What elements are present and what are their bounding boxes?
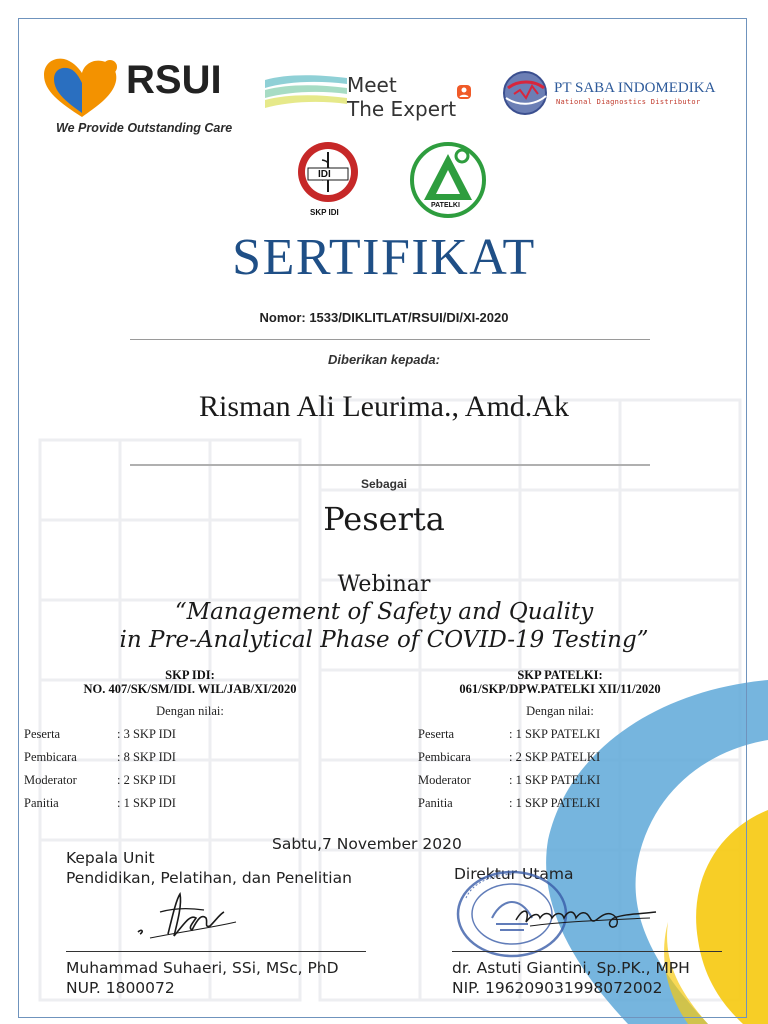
skp-patelki-value-label: Dengan nilai: [526, 704, 594, 718]
skp-patelki-heading: SKP PATELKI: [517, 668, 603, 682]
skp-patelki-number: 061/SKP/DPW.PATELKI XII/11/2020 [459, 682, 661, 696]
meet-the-expert-person-icon [456, 84, 472, 100]
event-topic-line1: “Management of Safety and Quality [174, 599, 594, 625]
recipient-name: Risman Ali Leurima., Amd.Ak [199, 390, 569, 423]
skp-idi-row-role: Peserta [24, 727, 61, 741]
skp-patelki-row-role: Pembicara [418, 750, 471, 764]
meet-the-expert-waves-icon [265, 70, 347, 116]
saba-logo-subtitle: National Diagnostics Distributor [556, 98, 701, 106]
rsui-tagline: We Provide Outstanding Care [56, 121, 233, 135]
left-signatory-id: NUP. 1800072 [66, 979, 175, 997]
left-signatory-name: Muhammad Suhaeri, SSi, MSc, PhD [66, 959, 339, 977]
rsui-logo-text: RSUI [126, 58, 222, 102]
right-signatory-title: Direktur Utama [454, 865, 574, 883]
meet-the-expert-line1: Meet [347, 73, 397, 97]
skp-idi-row-value: : 1 SKP IDI [117, 796, 176, 810]
saba-logo-text: PT SABA INDOMEDIKA [554, 80, 716, 96]
divider-name [130, 464, 650, 466]
event-type: Webinar [337, 572, 431, 597]
patelki-logo-label: PATELKI [431, 202, 460, 209]
idi-logo-mark: IDI [318, 169, 331, 180]
skp-patelki-row-value: : 1 SKP PATELKI [509, 773, 601, 787]
left-signatory-title-line1: Kepala Unit [66, 849, 155, 867]
left-signature-image [130, 888, 240, 944]
left-signature-line [66, 951, 366, 952]
recipient-role: Peserta [323, 500, 445, 538]
skp-idi-heading: SKP IDI: [165, 668, 215, 682]
saba-globe-logo-icon [500, 70, 550, 116]
skp-idi-row-value: : 2 SKP IDI [117, 773, 176, 787]
skp-idi-number: NO. 407/SK/SM/IDI. WIL/JAB/XI/2020 [83, 682, 297, 696]
right-signature-image [510, 896, 660, 936]
divider-top [130, 339, 650, 340]
meet-the-expert-line2: The Expert [347, 97, 457, 121]
skp-idi-row-value: : 8 SKP IDI [117, 750, 176, 764]
skp-patelki-row-role: Panitia [418, 796, 453, 810]
skp-patelki-row-value: : 1 SKP PATELKI [509, 796, 601, 810]
as-label: Sebagai [360, 477, 408, 491]
skp-idi-row-role: Moderator [24, 773, 77, 787]
skp-patelki-row-role: Peserta [418, 727, 455, 741]
idi-logo-label: SKP IDI [310, 208, 339, 217]
right-signatory-id: NIP. 196209031998072002 [452, 979, 663, 997]
skp-patelki-row-value: : 2 SKP PATELKI [509, 750, 601, 764]
rsui-heart-logo-icon [40, 55, 124, 123]
issue-date: Sabtu,7 November 2020 [272, 835, 462, 853]
right-signature-line [452, 951, 722, 952]
skp-idi-row-value: : 3 SKP IDI [117, 727, 176, 741]
certificate-title: SERTIFIKAT [232, 229, 536, 286]
skp-patelki-row-role: Moderator [418, 773, 471, 787]
right-signatory-name: dr. Astuti Giantini, Sp.PK., MPH [452, 959, 690, 977]
skp-idi-row-role: Pembicara [24, 750, 77, 764]
event-topic-line2: in Pre-Analytical Phase of COVID-19 Testing” [119, 627, 649, 653]
left-signatory-title-line2: Pendidikan, Pelatihan, dan Penelitian [66, 869, 352, 887]
skp-idi-row-role: Panitia [24, 796, 59, 810]
given-to-label: Diberikan kepada: [328, 352, 440, 367]
certificate-number: Nomor: 1533/DIKLITLAT/RSUI/DI/XI-2020 [259, 310, 509, 325]
skp-idi-value-label: Dengan nilai: [156, 704, 224, 718]
skp-patelki-row-value: : 1 SKP PATELKI [509, 727, 601, 741]
